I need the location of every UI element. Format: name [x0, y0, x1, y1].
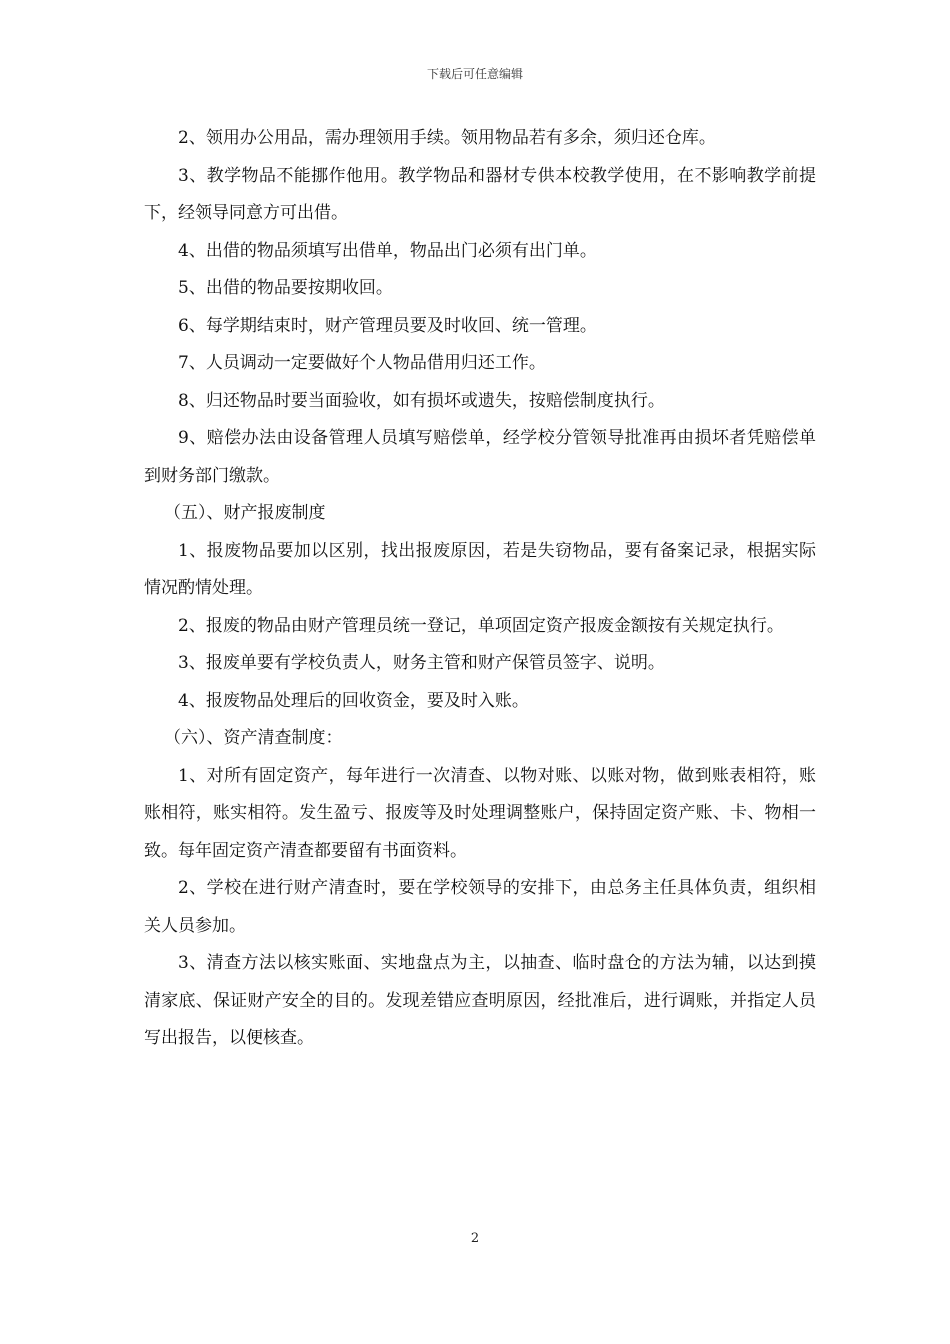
- paragraph-inventory-2: 2、学校在进行财产清查时，要在学校领导的安排下，由总务主任具体负责，组织相关人员参加。: [144, 878, 816, 936]
- paragraph-item-2-office-supplies: 2、领用办公用品，需办理领用手续。领用物品若有多余，须归还仓库。: [178, 128, 716, 148]
- paragraph-inventory-1: 1、对所有固定资产，每年进行一次清查、以物对账、以账对物，做到账表相符，账账相符，账实相符。发生盈亏、报废等及时处理调整账户，保持固定资产账、卡、物相一致。每年固定资产清查都要留有书面资料。: [144, 765, 816, 861]
- page-header: 下载后可任意编辑: [426, 67, 523, 81]
- paragraph-scrap-2: 2、报废的物品由财产管理员统一登记，单项固定资产报废金额按有关规定执行。: [178, 615, 784, 636]
- paragraph-scrap-1: 1、报废物品要加以区别，找出报废原因，若是失窃物品，要有备案记录，根据实际情况酌情处理。: [144, 540, 816, 598]
- paragraph-item-8-inspection: 8、归还物品时要当面验收，如有损坏或遗失，按赔偿制度执行。: [178, 390, 665, 411]
- paragraph-scrap-3: 3、报废单要有学校负责人，财务主管和财产保管员签字、说明。: [178, 653, 665, 673]
- page-number: 2: [470, 1231, 480, 1246]
- paragraph-item-9-compensation: 9、赔偿办法由设备管理人员填写赔偿单，经学校分管领导批准再由损坏者凭赔偿单到财务部门缴款。: [144, 428, 816, 486]
- paragraph-item-5-return-on-time: 5、出借的物品要按期收回。: [178, 278, 393, 298]
- paragraph-inventory-3: 3、清查方法以核实账面、实地盘点为主，以抽查、临时盘仓的方法为辅，以达到摸清家底、保证财产安全的目的。发现差错应查明原因，经批准后，进行调账，并指定人员写出报告，以便核查。: [144, 953, 816, 1048]
- paragraph-scrap-4: 4、报废物品处理后的回收资金，要及时入账。: [178, 690, 529, 711]
- paragraph-item-7-staff-transfer: 7、人员调动一定要做好个人物品借用归还工作。: [178, 353, 546, 373]
- section-heading-scrapping: （五）、财产报废制度: [164, 503, 326, 523]
- paragraph-item-4-lending-form: 4、出借的物品须填写出借单，物品出门必须有出门单。: [178, 240, 597, 261]
- section-heading-inventory: （六）、资产清查制度：: [164, 728, 343, 748]
- paragraph-item-6-semester-end: 6、每学期结束时，财产管理员要及时收回、统一管理。: [178, 315, 597, 336]
- paragraph-item-3-teaching-items: 3、教学物品不能挪作他用。教学物品和器材专供本校教学使用，在不影响教学前提下，经领导同意方可出借。: [144, 165, 816, 223]
- document-body: [144, 120, 816, 1058]
